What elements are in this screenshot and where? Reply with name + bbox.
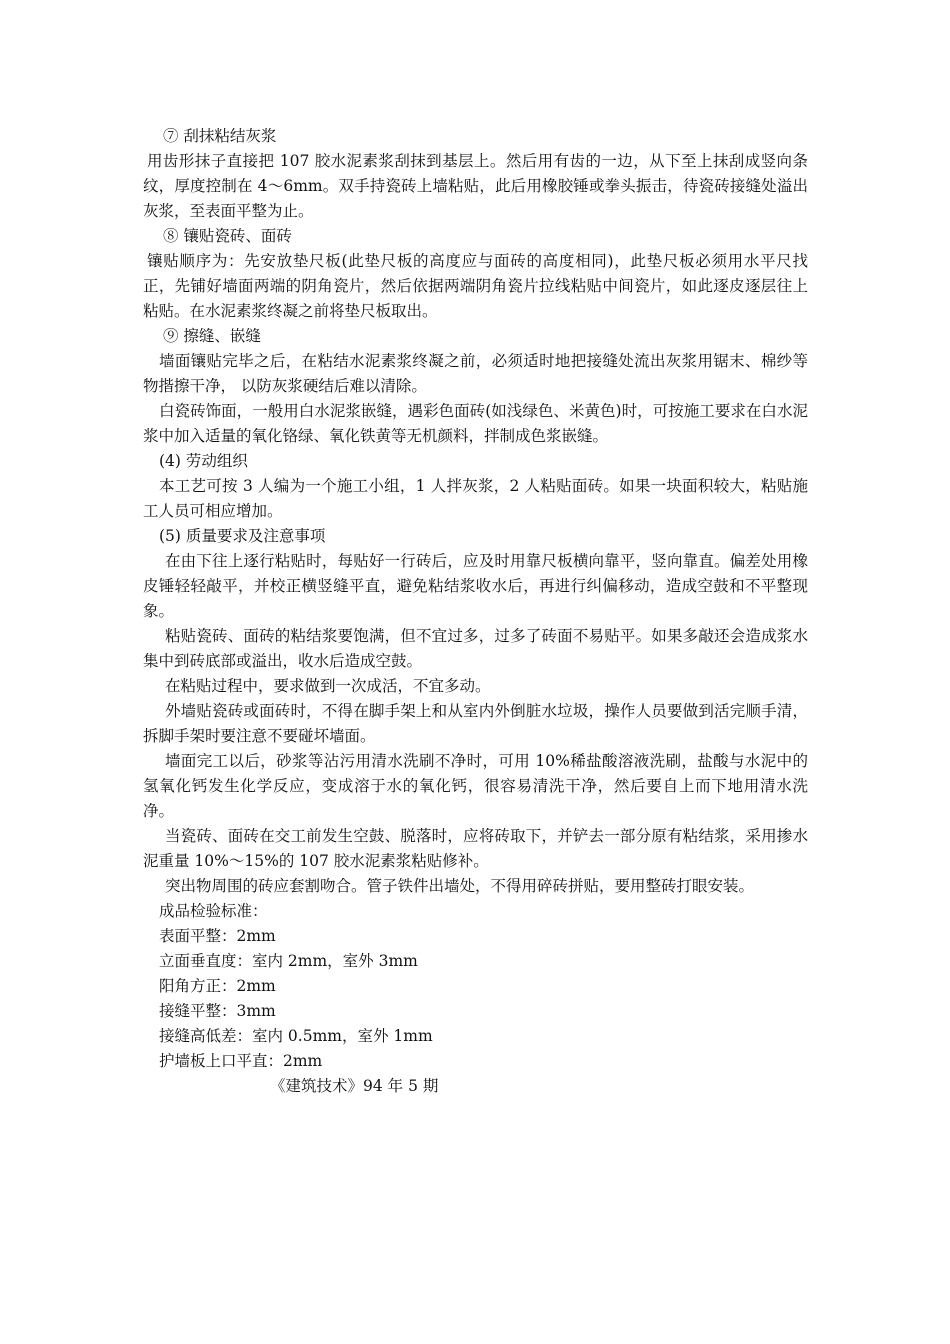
paragraph: 突出物周围的砖应套割吻合。管子铁件出墙处，不得用碎砖拼贴，要用整砖打眼安装。 [165, 877, 755, 895]
source-citation: 《建筑技术》94 年 5 期 [270, 1077, 439, 1095]
paragraph: 外墙贴瓷砖或面砖时，不得在脚手架上和从室内外倒脏水垃圾，操作人员要做到活完顺手清，拆脚手架时要注意不要碰坏墙面。 [143, 702, 808, 745]
section-heading: ⑨ 擦缝、嵌缝 [163, 327, 261, 345]
section-heading: ⑦ 刮抹粘结灰浆 [163, 127, 277, 145]
paragraph: 用齿形抹子直接把 107 胶水泥素浆刮抹到基层上。然后用有齿的一边，从下至上抹刮成竖向条纹，厚度控制在 4～6mm。双手持瓷砖上墙粘贴，此后用橡胶锤或拳头振击，待瓷砖接缝处溢出灰浆，至表面平整为止。 [143, 152, 808, 220]
standard-item: 接缝高低差：室内 0.5mm，室外 1mm [159, 1027, 433, 1045]
paragraph: 在粘贴过程中，要求做到一次成活，不宜多动。 [165, 677, 491, 695]
section-heading: (4) 劳动组织 [159, 452, 248, 470]
standard-item: 立面垂直度：室内 2mm，室外 3mm [159, 952, 418, 970]
standard-item: 阳角方正：2mm [159, 977, 276, 995]
standards-heading: 成品检验标准： [159, 902, 268, 920]
paragraph: 在由下往上逐行粘贴时，每贴好一行砖后，应及时用靠尺板横向靠平，竖向靠直。偏差处用橡皮锤轻轻敲平，并校正横竖缝平直，避免粘结浆收水后，再进行纠偏移动，造成空鼓和不平整现象。 [143, 552, 808, 620]
paragraph: 粘贴瓷砖、面砖的粘结浆要饱满，但不宜过多，过多了砖面不易贴平。如果多敲还会造成浆水集中到砖底部或溢出，收水后造成空鼓。 [143, 627, 808, 670]
paragraph: 本工艺可按 3 人编为一个施工小组，1 人拌灰浆，2 人粘贴面砖。如果一块面积较大，粘贴施工人员可相应增加。 [143, 477, 808, 520]
document-page [143, 124, 808, 1099]
paragraph: 墙面镶贴完毕之后，在粘结水泥素浆终凝之前，必须适时地把接缝处流出灰浆用锯末、棉纱等物揩擦干净， 以防灰浆硬结后难以清除。 [143, 352, 808, 395]
paragraph: 镶贴顺序为：先安放垫尺板(此垫尺板的高度应与面砖的高度相同)，此垫尺板必须用水平尺找正，先铺好墙面两端的阴角瓷片，然后依据两端阴角瓷片拉线粘贴中间瓷片，如此逐皮逐层往上粘贴。在水泥素浆终凝之前将垫尺板取出。 [143, 252, 808, 320]
paragraph: 当瓷砖、面砖在交工前发生空鼓、脱落时，应将砖取下，并铲去一部分原有粘结浆，采用掺水泥重量 10%～15%的 107 胶水泥素浆粘贴修补。 [143, 827, 808, 870]
standard-item: 接缝平整：3mm [159, 1002, 276, 1020]
paragraph: 墙面完工以后，砂浆等沾污用清水洗刷不净时，可用 10%稀盐酸溶液洗刷，盐酸与水泥中的氢氧化钙发生化学反应，变成溶于水的氧化钙，很容易清洗干净，然后要自上而下地用清水洗净。 [143, 752, 808, 820]
standard-item: 护墙板上口平直：2mm [159, 1052, 323, 1070]
section-heading: ⑧ 镶贴瓷砖、面砖 [163, 227, 292, 245]
paragraph: 白瓷砖饰面，一般用白水泥浆嵌缝，遇彩色面砖(如浅绿色、米黄色)时，可按施工要求在白水泥浆中加入适量的氧化铬绿、氧化铁黄等无机颜料，拌制成色浆嵌缝。 [143, 402, 808, 445]
standard-item: 表面平整：2mm [159, 927, 276, 945]
section-heading: (5) 质量要求及注意事项 [159, 527, 326, 545]
